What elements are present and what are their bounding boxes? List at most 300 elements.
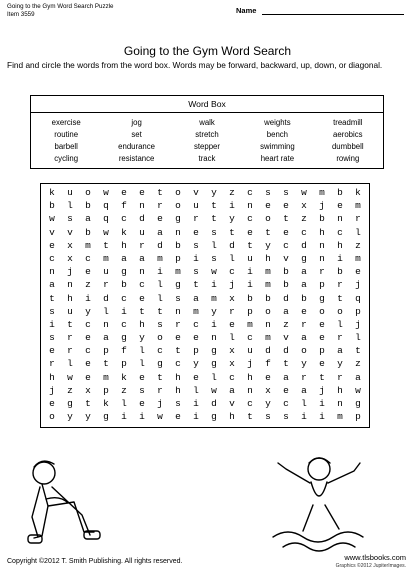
puzzle-letter[interactable]: s bbox=[175, 398, 181, 409]
puzzle-letter[interactable]: s bbox=[193, 266, 199, 278]
puzzle-letter[interactable]: a bbox=[301, 279, 307, 291]
puzzle-letter[interactable]: t bbox=[355, 345, 361, 357]
puzzle-letter[interactable]: n bbox=[103, 318, 109, 330]
puzzle-letter[interactable]: e bbox=[283, 384, 289, 396]
puzzle-letter[interactable]: t bbox=[157, 187, 163, 198]
puzzle-letter[interactable]: y bbox=[337, 358, 343, 370]
puzzle-letter[interactable]: d bbox=[301, 239, 307, 251]
puzzle-letter[interactable]: i bbox=[85, 292, 91, 304]
puzzle-letter[interactable]: x bbox=[265, 384, 271, 396]
puzzle-letter[interactable]: t bbox=[139, 305, 145, 317]
puzzle-letter[interactable]: n bbox=[139, 200, 145, 212]
puzzle-letter[interactable]: t bbox=[283, 213, 289, 225]
puzzle-letter[interactable]: k bbox=[121, 371, 127, 383]
puzzle-letter[interactable]: h bbox=[247, 371, 253, 383]
puzzle-letter[interactable]: b bbox=[319, 213, 325, 225]
puzzle-letter[interactable]: b bbox=[85, 226, 91, 238]
puzzle-letter[interactable]: s bbox=[175, 292, 181, 304]
puzzle-letter[interactable]: h bbox=[67, 292, 73, 304]
puzzle-letter[interactable]: o bbox=[157, 332, 163, 344]
puzzle-letter[interactable]: y bbox=[211, 187, 217, 198]
puzzle-letter[interactable]: g bbox=[67, 398, 73, 409]
puzzle-letter[interactable]: g bbox=[319, 292, 325, 304]
puzzle-letter[interactable]: a bbox=[85, 213, 91, 225]
puzzle-letter[interactable]: z bbox=[67, 384, 73, 396]
puzzle-letter[interactable]: e bbox=[139, 371, 145, 383]
puzzle-letter[interactable]: a bbox=[229, 384, 235, 396]
puzzle-letter[interactable]: g bbox=[175, 279, 181, 291]
puzzle-letter[interactable]: i bbox=[337, 252, 343, 264]
puzzle-letter[interactable]: t bbox=[175, 345, 181, 357]
puzzle-letter[interactable]: e bbox=[193, 226, 199, 238]
puzzle-letter[interactable]: n bbox=[319, 252, 325, 264]
puzzle-letter[interactable]: l bbox=[229, 252, 235, 264]
puzzle-letter[interactable]: l bbox=[301, 398, 307, 409]
puzzle-letter[interactable]: t bbox=[193, 279, 199, 291]
puzzle-letter[interactable]: c bbox=[247, 332, 253, 344]
puzzle-letter[interactable]: u bbox=[139, 226, 145, 238]
puzzle-letter[interactable]: j bbox=[355, 279, 361, 291]
puzzle-letter[interactable]: v bbox=[67, 226, 73, 238]
puzzle-letter[interactable]: a bbox=[49, 279, 55, 291]
puzzle-letter[interactable]: c bbox=[85, 252, 91, 264]
puzzle-letter[interactable]: n bbox=[211, 332, 217, 344]
puzzle-letter[interactable]: s bbox=[139, 384, 145, 396]
puzzle-letter[interactable]: e bbox=[319, 358, 325, 370]
puzzle-letter[interactable]: k bbox=[121, 226, 127, 238]
puzzle-letter[interactable]: a bbox=[283, 371, 289, 383]
puzzle-letter[interactable]: t bbox=[319, 371, 325, 383]
puzzle-letter[interactable]: m bbox=[265, 266, 271, 278]
puzzle-letter[interactable]: w bbox=[49, 213, 55, 225]
puzzle-letter[interactable]: l bbox=[121, 398, 127, 409]
puzzle-letter[interactable]: l bbox=[355, 226, 361, 238]
puzzle-letter[interactable]: o bbox=[319, 305, 325, 317]
puzzle-letter[interactable]: i bbox=[229, 200, 235, 212]
puzzle-letter[interactable]: o bbox=[175, 187, 181, 198]
puzzle-letter[interactable]: i bbox=[49, 318, 55, 330]
puzzle-letter[interactable]: m bbox=[103, 252, 109, 264]
puzzle-letter[interactable]: t bbox=[49, 292, 55, 304]
puzzle-letter[interactable]: t bbox=[211, 213, 217, 225]
puzzle-letter[interactable]: t bbox=[103, 239, 109, 251]
puzzle-letter[interactable]: m bbox=[193, 305, 199, 317]
puzzle-letter[interactable]: o bbox=[337, 305, 343, 317]
puzzle-letter[interactable]: a bbox=[355, 371, 361, 383]
puzzle-letter[interactable]: e bbox=[49, 398, 55, 409]
puzzle-letter[interactable]: a bbox=[121, 252, 127, 264]
puzzle-letter[interactable]: r bbox=[103, 279, 109, 291]
puzzle-letter[interactable]: h bbox=[49, 371, 55, 383]
puzzle-letter[interactable]: y bbox=[85, 305, 91, 317]
puzzle-letter[interactable]: e bbox=[121, 187, 127, 198]
puzzle-letter[interactable]: a bbox=[283, 305, 289, 317]
puzzle-letter[interactable]: s bbox=[49, 332, 55, 344]
puzzle-letter[interactable]: c bbox=[247, 213, 253, 225]
puzzle-letter[interactable]: r bbox=[139, 239, 145, 251]
puzzle-letter[interactable]: e bbox=[175, 332, 181, 344]
puzzle-letter[interactable]: m bbox=[157, 252, 163, 264]
puzzle-letter[interactable]: p bbox=[193, 345, 199, 357]
puzzle-letter[interactable]: r bbox=[67, 345, 73, 357]
puzzle-letter[interactable]: b bbox=[247, 292, 253, 304]
puzzle-letter[interactable]: b bbox=[301, 292, 307, 304]
puzzle-letter[interactable]: r bbox=[193, 213, 199, 225]
puzzle-letter[interactable]: r bbox=[301, 371, 307, 383]
puzzle-letter[interactable]: r bbox=[49, 358, 55, 370]
puzzle-letter[interactable]: a bbox=[337, 345, 343, 357]
puzzle-letter[interactable]: j bbox=[355, 318, 361, 330]
puzzle-letter[interactable]: d bbox=[211, 398, 217, 409]
puzzle-letter[interactable]: v bbox=[283, 332, 289, 344]
puzzle-letter[interactable]: s bbox=[193, 239, 199, 251]
puzzle-letter[interactable]: t bbox=[211, 200, 217, 212]
puzzle-letter[interactable]: n bbox=[175, 305, 181, 317]
puzzle-letter[interactable]: n bbox=[247, 200, 253, 212]
puzzle-letter[interactable]: i bbox=[121, 305, 127, 317]
puzzle-letter[interactable]: w bbox=[67, 371, 73, 383]
puzzle-letter[interactable]: l bbox=[157, 292, 163, 304]
puzzle-letter[interactable]: j bbox=[319, 384, 325, 396]
puzzle-letter[interactable]: n bbox=[319, 239, 325, 251]
puzzle-letter[interactable]: y bbox=[139, 332, 145, 344]
puzzle-letter[interactable]: k bbox=[49, 187, 55, 198]
puzzle-letter[interactable]: e bbox=[229, 318, 235, 330]
puzzle-letter[interactable]: n bbox=[337, 213, 343, 225]
puzzle-letter[interactable]: s bbox=[211, 252, 217, 264]
puzzle-letter[interactable]: e bbox=[139, 187, 145, 198]
puzzle-letter[interactable]: m bbox=[85, 239, 91, 251]
puzzle-letter[interactable]: v bbox=[229, 398, 235, 409]
puzzle-letter[interactable]: i bbox=[247, 279, 253, 291]
puzzle-letter[interactable]: c bbox=[283, 239, 289, 251]
puzzle-letter[interactable]: x bbox=[85, 384, 91, 396]
puzzle-letter[interactable]: x bbox=[229, 292, 235, 304]
puzzle-letter[interactable]: o bbox=[265, 305, 271, 317]
puzzle-letter[interactable]: r bbox=[67, 332, 73, 344]
puzzle-letter[interactable]: r bbox=[175, 318, 181, 330]
puzzle-letter[interactable]: r bbox=[157, 200, 163, 212]
puzzle-letter[interactable]: z bbox=[283, 318, 289, 330]
puzzle-letter[interactable]: u bbox=[67, 305, 73, 317]
puzzle-letter[interactable]: e bbox=[85, 332, 91, 344]
puzzle-letter[interactable]: p bbox=[319, 279, 325, 291]
puzzle-letter[interactable]: w bbox=[211, 384, 217, 396]
puzzle-letter[interactable]: g bbox=[211, 411, 217, 423]
puzzle-letter[interactable]: l bbox=[211, 371, 217, 383]
puzzle-letter[interactable]: a bbox=[193, 292, 199, 304]
puzzle-letter[interactable]: u bbox=[193, 200, 199, 212]
puzzle-letter[interactable]: n bbox=[175, 226, 181, 238]
puzzle-letter[interactable]: b bbox=[283, 279, 289, 291]
puzzle-letter[interactable]: y bbox=[229, 213, 235, 225]
puzzle-letter[interactable]: r bbox=[355, 213, 361, 225]
puzzle-letter[interactable]: m bbox=[211, 292, 217, 304]
puzzle-letter[interactable]: e bbox=[49, 239, 55, 251]
puzzle-letter[interactable]: m bbox=[103, 371, 109, 383]
puzzle-letter[interactable]: l bbox=[229, 332, 235, 344]
puzzle-letter[interactable]: e bbox=[265, 200, 271, 212]
puzzle-letter[interactable]: c bbox=[229, 371, 235, 383]
puzzle-letter[interactable]: y bbox=[85, 411, 91, 423]
puzzle-letter[interactable]: z bbox=[355, 358, 361, 370]
puzzle-letter[interactable]: m bbox=[355, 200, 361, 212]
puzzle-letter[interactable]: t bbox=[283, 358, 289, 370]
puzzle-letter[interactable]: n bbox=[67, 279, 73, 291]
puzzle-letter[interactable]: g bbox=[355, 398, 361, 409]
puzzle-letter[interactable]: i bbox=[157, 266, 163, 278]
puzzle-letter[interactable]: a bbox=[301, 384, 307, 396]
puzzle-letter[interactable]: y bbox=[67, 411, 73, 423]
puzzle-letter[interactable]: r bbox=[229, 305, 235, 317]
puzzle-letter[interactable]: c bbox=[301, 226, 307, 238]
puzzle-letter[interactable]: y bbox=[265, 239, 271, 251]
puzzle-letter[interactable]: d bbox=[265, 345, 271, 357]
puzzle-letter[interactable]: m bbox=[265, 332, 271, 344]
puzzle-letter[interactable]: s bbox=[67, 213, 73, 225]
puzzle-letter[interactable]: l bbox=[139, 345, 145, 357]
puzzle-letter[interactable]: x bbox=[229, 345, 235, 357]
puzzle-letter[interactable]: u bbox=[247, 345, 253, 357]
puzzle-letter[interactable]: h bbox=[337, 384, 343, 396]
puzzle-letter[interactable]: f bbox=[121, 200, 127, 212]
puzzle-letter[interactable]: c bbox=[175, 358, 181, 370]
puzzle-letter[interactable]: c bbox=[247, 398, 253, 409]
puzzle-letter[interactable]: h bbox=[337, 239, 343, 251]
puzzle-letter[interactable]: s bbox=[157, 318, 163, 330]
puzzle-letter[interactable]: p bbox=[319, 345, 325, 357]
puzzle-letter[interactable]: s bbox=[283, 187, 289, 198]
puzzle-letter[interactable]: l bbox=[157, 279, 163, 291]
puzzle-letter[interactable]: g bbox=[157, 358, 163, 370]
puzzle-letter[interactable]: x bbox=[301, 200, 307, 212]
puzzle-letter[interactable]: s bbox=[211, 226, 217, 238]
puzzle-letter[interactable]: q bbox=[103, 213, 109, 225]
puzzle-letter[interactable]: b bbox=[283, 266, 289, 278]
puzzle-letter[interactable]: y bbox=[301, 358, 307, 370]
puzzle-letter[interactable]: i bbox=[211, 279, 217, 291]
puzzle-letter[interactable]: e bbox=[301, 305, 307, 317]
puzzle-letter[interactable]: i bbox=[319, 411, 325, 423]
puzzle-letter[interactable]: z bbox=[229, 187, 235, 198]
puzzle-letter[interactable]: o bbox=[265, 213, 271, 225]
puzzle-letter[interactable]: n bbox=[49, 266, 55, 278]
puzzle-letter[interactable]: e bbox=[337, 200, 343, 212]
puzzle-letter[interactable]: c bbox=[247, 187, 253, 198]
puzzle-letter[interactable]: f bbox=[265, 358, 271, 370]
puzzle-letter[interactable]: w bbox=[157, 411, 163, 423]
puzzle-letter[interactable]: e bbox=[319, 332, 325, 344]
puzzle-letter[interactable]: t bbox=[85, 398, 91, 409]
puzzle-letter[interactable]: e bbox=[139, 292, 145, 304]
puzzle-letter[interactable]: t bbox=[337, 292, 343, 304]
puzzle-letter[interactable]: n bbox=[265, 318, 271, 330]
puzzle-letter[interactable]: j bbox=[319, 200, 325, 212]
puzzle-letter[interactable]: j bbox=[247, 358, 253, 370]
puzzle-letter[interactable]: b bbox=[175, 239, 181, 251]
puzzle-letter[interactable]: a bbox=[301, 332, 307, 344]
puzzle-letter[interactable]: p bbox=[103, 384, 109, 396]
puzzle-letter[interactable]: i bbox=[193, 411, 199, 423]
puzzle-letter[interactable]: z bbox=[121, 384, 127, 396]
puzzle-letter[interactable]: v bbox=[49, 226, 55, 238]
website-link[interactable]: www.tlsbooks.com bbox=[344, 553, 406, 562]
puzzle-letter[interactable]: o bbox=[301, 345, 307, 357]
puzzle-letter[interactable]: d bbox=[103, 292, 109, 304]
puzzle-letter[interactable]: t bbox=[157, 371, 163, 383]
puzzle-letter[interactable]: i bbox=[139, 411, 145, 423]
puzzle-letter[interactable]: i bbox=[193, 398, 199, 409]
puzzle-letter[interactable]: h bbox=[139, 318, 145, 330]
puzzle-letter[interactable]: x bbox=[229, 358, 235, 370]
puzzle-letter[interactable]: h bbox=[121, 239, 127, 251]
puzzle-letter[interactable]: c bbox=[85, 318, 91, 330]
puzzle-letter[interactable]: m bbox=[265, 279, 271, 291]
puzzle-letter[interactable]: h bbox=[175, 384, 181, 396]
puzzle-letter[interactable]: t bbox=[67, 318, 73, 330]
puzzle-letter[interactable]: s bbox=[49, 305, 55, 317]
puzzle-letter[interactable]: l bbox=[67, 358, 73, 370]
puzzle-letter[interactable]: v bbox=[193, 187, 199, 198]
puzzle-letter[interactable]: p bbox=[355, 411, 361, 423]
puzzle-letter[interactable]: c bbox=[85, 345, 91, 357]
puzzle-letter[interactable]: t bbox=[247, 239, 253, 251]
puzzle-letter[interactable]: o bbox=[175, 200, 181, 212]
puzzle-letter[interactable]: a bbox=[103, 332, 109, 344]
puzzle-letter[interactable]: g bbox=[175, 213, 181, 225]
puzzle-letter[interactable]: o bbox=[85, 187, 91, 198]
puzzle-letter[interactable]: m bbox=[337, 411, 343, 423]
puzzle-letter[interactable]: z bbox=[301, 213, 307, 225]
puzzle-letter[interactable]: i bbox=[193, 252, 199, 264]
puzzle-letter[interactable]: u bbox=[67, 187, 73, 198]
puzzle-letter[interactable]: b bbox=[265, 292, 271, 304]
puzzle-letter[interactable]: g bbox=[301, 252, 307, 264]
puzzle-letter[interactable]: p bbox=[247, 305, 253, 317]
puzzle-letter[interactable]: e bbox=[85, 266, 91, 278]
puzzle-letter[interactable]: x bbox=[67, 239, 73, 251]
puzzle-letter[interactable]: t bbox=[157, 305, 163, 317]
puzzle-letter[interactable]: w bbox=[355, 384, 361, 396]
puzzle-letter[interactable]: l bbox=[355, 332, 361, 344]
puzzle-letter[interactable]: t bbox=[247, 411, 253, 423]
puzzle-letter[interactable]: h bbox=[265, 252, 271, 264]
puzzle-letter[interactable]: j bbox=[67, 266, 73, 278]
puzzle-letter[interactable]: a bbox=[301, 266, 307, 278]
puzzle-letter[interactable]: i bbox=[319, 398, 325, 409]
puzzle-letter[interactable]: c bbox=[193, 318, 199, 330]
puzzle-letter[interactable]: q bbox=[103, 200, 109, 212]
puzzle-letter[interactable]: c bbox=[49, 252, 55, 264]
puzzle-letter[interactable]: i bbox=[211, 318, 217, 330]
puzzle-letter[interactable]: u bbox=[103, 266, 109, 278]
puzzle-letter[interactable]: c bbox=[139, 279, 145, 291]
puzzle-letter[interactable]: n bbox=[337, 398, 343, 409]
puzzle-letter[interactable]: z bbox=[355, 239, 361, 251]
puzzle-letter[interactable]: i bbox=[121, 411, 127, 423]
puzzle-letter[interactable]: f bbox=[121, 345, 127, 357]
puzzle-letter[interactable]: v bbox=[283, 252, 289, 264]
puzzle-letter[interactable]: r bbox=[319, 266, 325, 278]
puzzle-letter[interactable]: n bbox=[139, 266, 145, 278]
puzzle-letter[interactable]: c bbox=[121, 292, 127, 304]
puzzle-letter[interactable]: j bbox=[229, 279, 235, 291]
puzzle-letter[interactable]: e bbox=[193, 332, 199, 344]
puzzle-letter[interactable]: l bbox=[193, 384, 199, 396]
puzzle-letter[interactable]: b bbox=[121, 279, 127, 291]
puzzle-letter[interactable]: h bbox=[229, 411, 235, 423]
puzzle-letter[interactable]: r bbox=[337, 332, 343, 344]
puzzle-letter[interactable]: s bbox=[283, 411, 289, 423]
puzzle-letter[interactable]: m bbox=[319, 187, 325, 198]
puzzle-letter[interactable]: g bbox=[103, 411, 109, 423]
puzzle-letter[interactable]: p bbox=[175, 252, 181, 264]
puzzle-letter[interactable]: c bbox=[121, 213, 127, 225]
puzzle-letter[interactable]: c bbox=[283, 398, 289, 409]
puzzle-letter[interactable]: z bbox=[85, 279, 91, 291]
puzzle-letter[interactable]: r bbox=[157, 384, 163, 396]
puzzle-letter[interactable]: k bbox=[103, 398, 109, 409]
puzzle-letter[interactable]: d bbox=[157, 239, 163, 251]
puzzle-letter[interactable]: j bbox=[157, 398, 163, 409]
puzzle-letter[interactable]: e bbox=[175, 411, 181, 423]
puzzle-letter[interactable]: l bbox=[337, 318, 343, 330]
puzzle-letter[interactable]: l bbox=[139, 358, 145, 370]
puzzle-letter[interactable]: m bbox=[175, 266, 181, 278]
puzzle-letter[interactable]: q bbox=[355, 292, 361, 304]
puzzle-letter[interactable]: n bbox=[247, 384, 253, 396]
puzzle-letter[interactable]: b bbox=[337, 266, 343, 278]
puzzle-letter[interactable]: e bbox=[283, 200, 289, 212]
puzzle-letter[interactable]: w bbox=[211, 266, 217, 278]
puzzle-letter[interactable]: g bbox=[121, 266, 127, 278]
puzzle-letter[interactable]: p bbox=[355, 305, 361, 317]
puzzle-letter[interactable]: l bbox=[103, 305, 109, 317]
puzzle-letter[interactable]: y bbox=[211, 305, 217, 317]
puzzle-letter[interactable]: a bbox=[139, 252, 145, 264]
puzzle-letter[interactable]: e bbox=[319, 318, 325, 330]
puzzle-letter[interactable]: r bbox=[337, 279, 343, 291]
puzzle-letter[interactable]: d bbox=[283, 345, 289, 357]
puzzle-letter[interactable]: d bbox=[139, 213, 145, 225]
puzzle-letter[interactable]: g bbox=[211, 358, 217, 370]
puzzle-letter[interactable]: w bbox=[103, 226, 109, 238]
puzzle-letter[interactable]: c bbox=[229, 266, 235, 278]
puzzle-letter[interactable]: g bbox=[211, 345, 217, 357]
puzzle-letter[interactable]: d bbox=[229, 239, 235, 251]
puzzle-letter[interactable]: c bbox=[337, 226, 343, 238]
puzzle-letter[interactable]: h bbox=[175, 371, 181, 383]
puzzle-letter[interactable]: e bbox=[49, 345, 55, 357]
puzzle-letter[interactable]: x bbox=[67, 252, 73, 264]
puzzle-letter[interactable]: e bbox=[85, 358, 91, 370]
puzzle-letter[interactable]: e bbox=[247, 226, 253, 238]
puzzle-letter[interactable]: h bbox=[319, 226, 325, 238]
puzzle-letter[interactable]: b bbox=[337, 187, 343, 198]
puzzle-letter[interactable]: c bbox=[121, 318, 127, 330]
puzzle-letter[interactable]: u bbox=[247, 252, 253, 264]
puzzle-letter[interactable]: e bbox=[193, 371, 199, 383]
puzzle-letter[interactable]: p bbox=[103, 345, 109, 357]
puzzle-letter[interactable]: i bbox=[301, 411, 307, 423]
puzzle-letter[interactable]: e bbox=[85, 371, 91, 383]
puzzle-letter[interactable]: r bbox=[337, 371, 343, 383]
puzzle-letter[interactable]: i bbox=[247, 266, 253, 278]
puzzle-letter[interactable]: e bbox=[139, 398, 145, 409]
puzzle-letter[interactable]: e bbox=[355, 266, 361, 278]
puzzle-letter[interactable]: l bbox=[211, 239, 217, 251]
puzzle-letter[interactable]: y bbox=[265, 398, 271, 409]
